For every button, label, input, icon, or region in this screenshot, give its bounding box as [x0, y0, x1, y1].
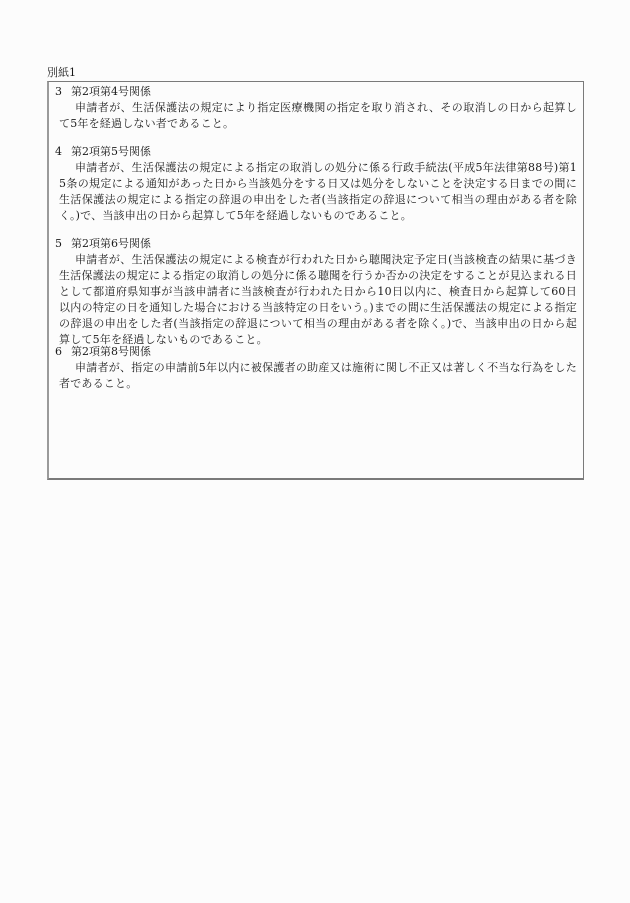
attachment-label: 別紙1: [47, 66, 76, 79]
section-5: [55, 236, 577, 348]
section-4: [55, 144, 577, 224]
section-6: [55, 344, 577, 392]
section-title: 第2項第4号関係: [71, 85, 151, 98]
section-number: 3: [55, 85, 62, 98]
section-heading: [55, 84, 577, 100]
section-body: 申請者が、指定の申請前5年以内に被保護者の助産又は施術に関し不正又は著しく不当な行為をした者であること。: [59, 361, 577, 390]
section-body: 申請者が、生活保護法の規定による検査が行われた日から聴聞決定予定日(当該検査の結果に基づき生活保護法の規定による指定の取消しの処分に係る聴聞を行うか否かの決定をすることが見込まれる日として都道府県知事が当該申請者に当該検査が行われた日から10日以内に、検査日から起算して60日以内の特定の日を通知した場合における当該特定の日をいう。)までの間に生活保護法の規定による指定の辞退の申出をした者(当該指定の辞退について相当の理由がある者を除く。)で、当該申出の日から起算して5年を経過しないものであること。: [59, 253, 577, 346]
section-number: 5: [55, 237, 62, 250]
section-body: 申請者が、生活保護法の規定による指定の取消しの処分に係る行政手続法(平成5年法律第88号)第15条の規定による通知があった日から当該処分をする日又は処分をしないことを決定する日までの間に生活保護法の規定による指定の辞退の申出をした者(当該指定の辞退について相当の理由がある者を除く。)で、当該申出の日から起算して5年を経過しないものであること。: [59, 161, 577, 222]
section-body: 申請者が、生活保護法の規定により指定医療機関の指定を取り消され、その取消しの日から起算して5年を経過しない者であること。: [59, 101, 577, 130]
section-title: 第2項第8号関係: [71, 345, 151, 358]
section-title: 第2項第5号関係: [71, 145, 151, 158]
section-heading: [55, 344, 577, 360]
section-number: 4: [55, 145, 62, 158]
section-heading: [55, 144, 577, 160]
section-3: [55, 84, 577, 132]
section-heading: [55, 236, 577, 252]
section-title: 第2項第6号関係: [71, 237, 151, 250]
content-frame: [47, 81, 584, 480]
section-number: 6: [55, 345, 62, 358]
